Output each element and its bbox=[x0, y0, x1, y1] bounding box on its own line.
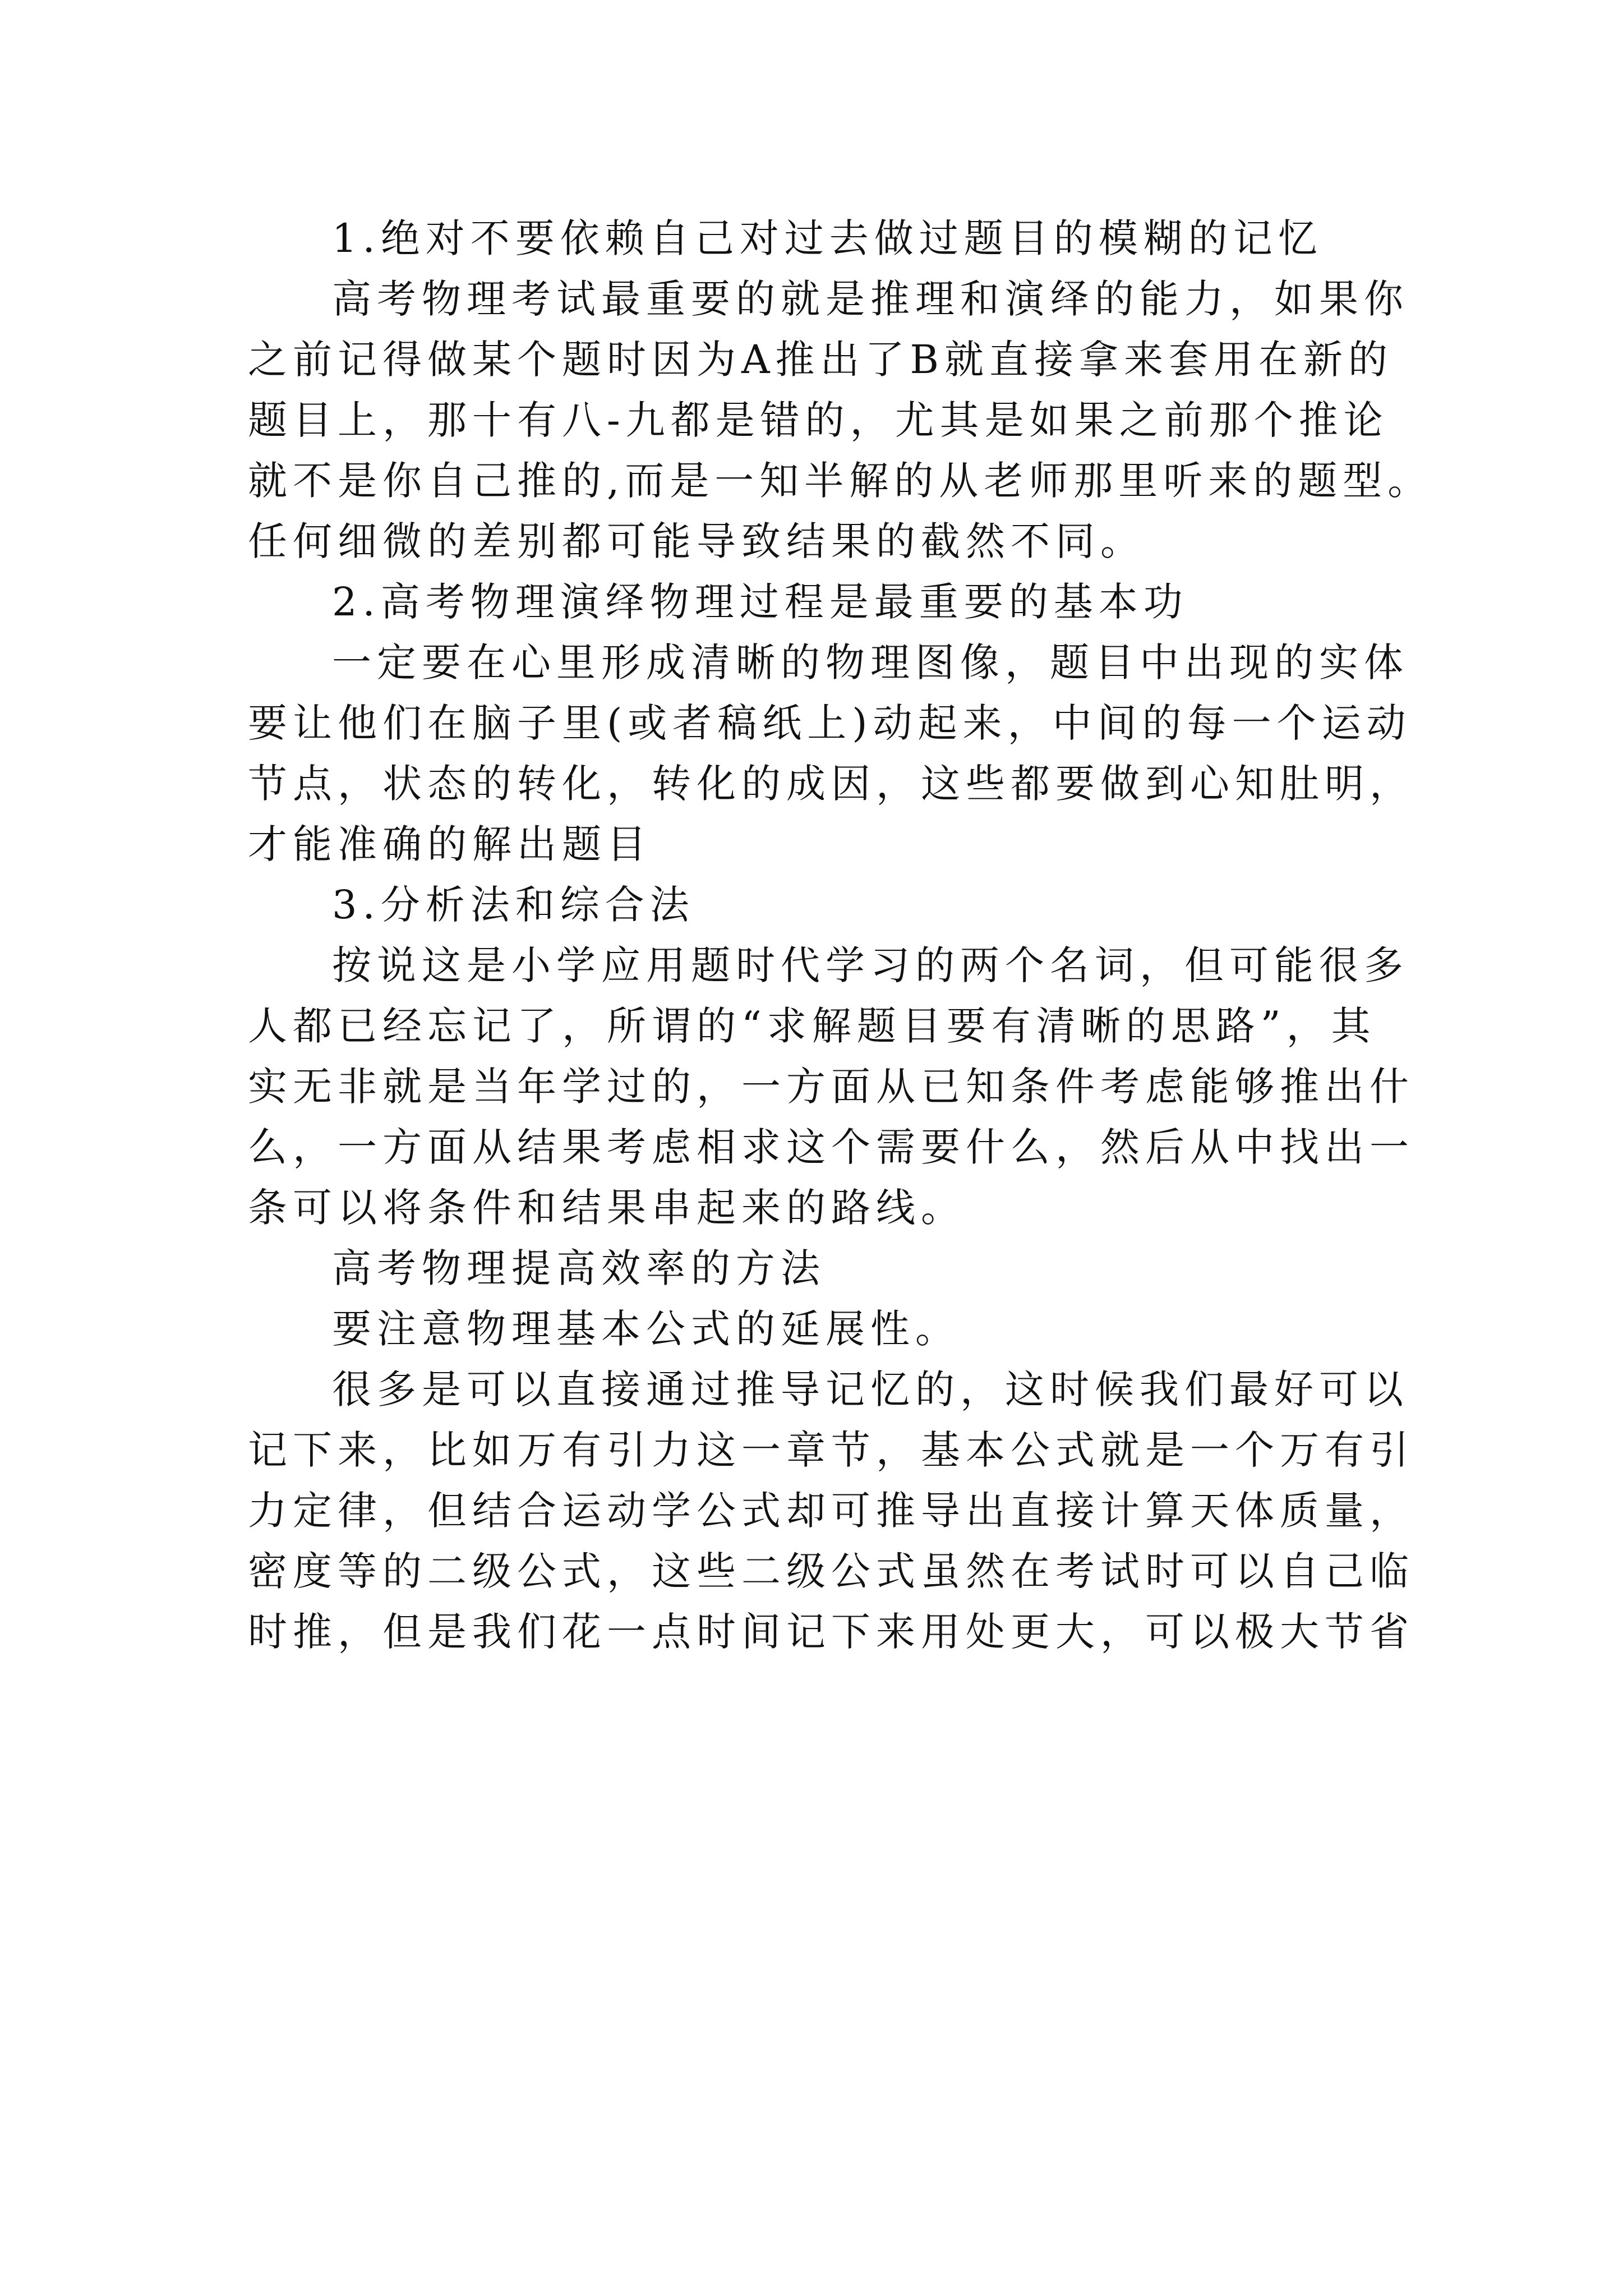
text-line: 么，一方面从结果考虑相求这个需要什么，然后从中找出一 bbox=[248, 1124, 1414, 1170]
text-line: 3.分析法和综合法 bbox=[332, 882, 695, 928]
text-line: 实无非就是当年学过的，一方面从已知条件考虑能够推出什 bbox=[248, 1064, 1414, 1110]
document-body bbox=[248, 208, 1433, 1662]
text-line: 高考物理提高效率的方法 bbox=[332, 1245, 826, 1291]
paragraph-2 bbox=[248, 632, 1414, 875]
text-line: 一定要在心里形成清晰的物理图像，题目中出现的实体 bbox=[332, 639, 1409, 685]
text-line: 要注意物理基本公式的延展性。 bbox=[332, 1306, 960, 1352]
text-line: 人都已经忘记了，所谓的“求解题目要有清晰的思路”，其 bbox=[248, 1003, 1376, 1049]
paragraph-3 bbox=[248, 935, 1414, 1238]
text-line: 题目上，那十有八-九都是错的，尤其是如果之前那个推论 bbox=[248, 397, 1389, 443]
section-heading-4 bbox=[248, 1238, 1386, 1299]
text-line: 条可以将条件和结果串起来的路线。 bbox=[248, 1185, 966, 1231]
text-line: 记下来，比如万有引力这一章节，基本公式就是一个万有引 bbox=[248, 1427, 1414, 1473]
text-line: 才能准确的解出题目 bbox=[248, 821, 652, 867]
text-line: 密度等的二级公式，这些二级公式虽然在考试时可以自己临 bbox=[248, 1548, 1414, 1594]
section-heading-2 bbox=[248, 572, 1386, 632]
paragraph-4 bbox=[248, 1359, 1414, 1662]
text-line: 很多是可以直接通过推导记忆的，这时候我们最好可以 bbox=[332, 1366, 1409, 1412]
text-line: 高考物理考试最重要的就是推理和演绎的能力，如果你 bbox=[332, 276, 1409, 322]
section-heading-3 bbox=[248, 875, 1386, 935]
text-line: 力定律，但结合运动学公式却可推导出直接计算天体质量， bbox=[248, 1488, 1414, 1534]
text-line: 之前记得做某个题时因为A推出了B就直接拿来套用在新的 bbox=[248, 337, 1393, 383]
text-line: 就不是你自己推的,而是一知半解的从老师那里听来的题型。 bbox=[248, 458, 1433, 504]
text-line: 2.高考物理演绎物理过程是最重要的基本功 bbox=[332, 579, 1188, 625]
text-line: 按说这是小学应用题时代学习的两个名词，但可能很多 bbox=[332, 942, 1409, 988]
paragraph-1 bbox=[248, 269, 1433, 572]
section-heading-5 bbox=[248, 1299, 1386, 1359]
text-line: 时推，但是我们花一点时间记下来用处更大，可以极大节省 bbox=[248, 1609, 1414, 1655]
text-line: 1.绝对不要依赖自己对过去做过题目的模糊的记忆 bbox=[332, 215, 1323, 261]
text-line: 节点，状态的转化，转化的成因，这些都要做到心知肚明， bbox=[248, 761, 1414, 807]
text-line: 要让他们在脑子里(或者稿纸上)动起来，中间的每一个运动 bbox=[248, 700, 1412, 746]
text-line: 任何细微的差别都可能导致结果的截然不同。 bbox=[248, 518, 1145, 564]
section-heading-1 bbox=[248, 208, 1386, 269]
